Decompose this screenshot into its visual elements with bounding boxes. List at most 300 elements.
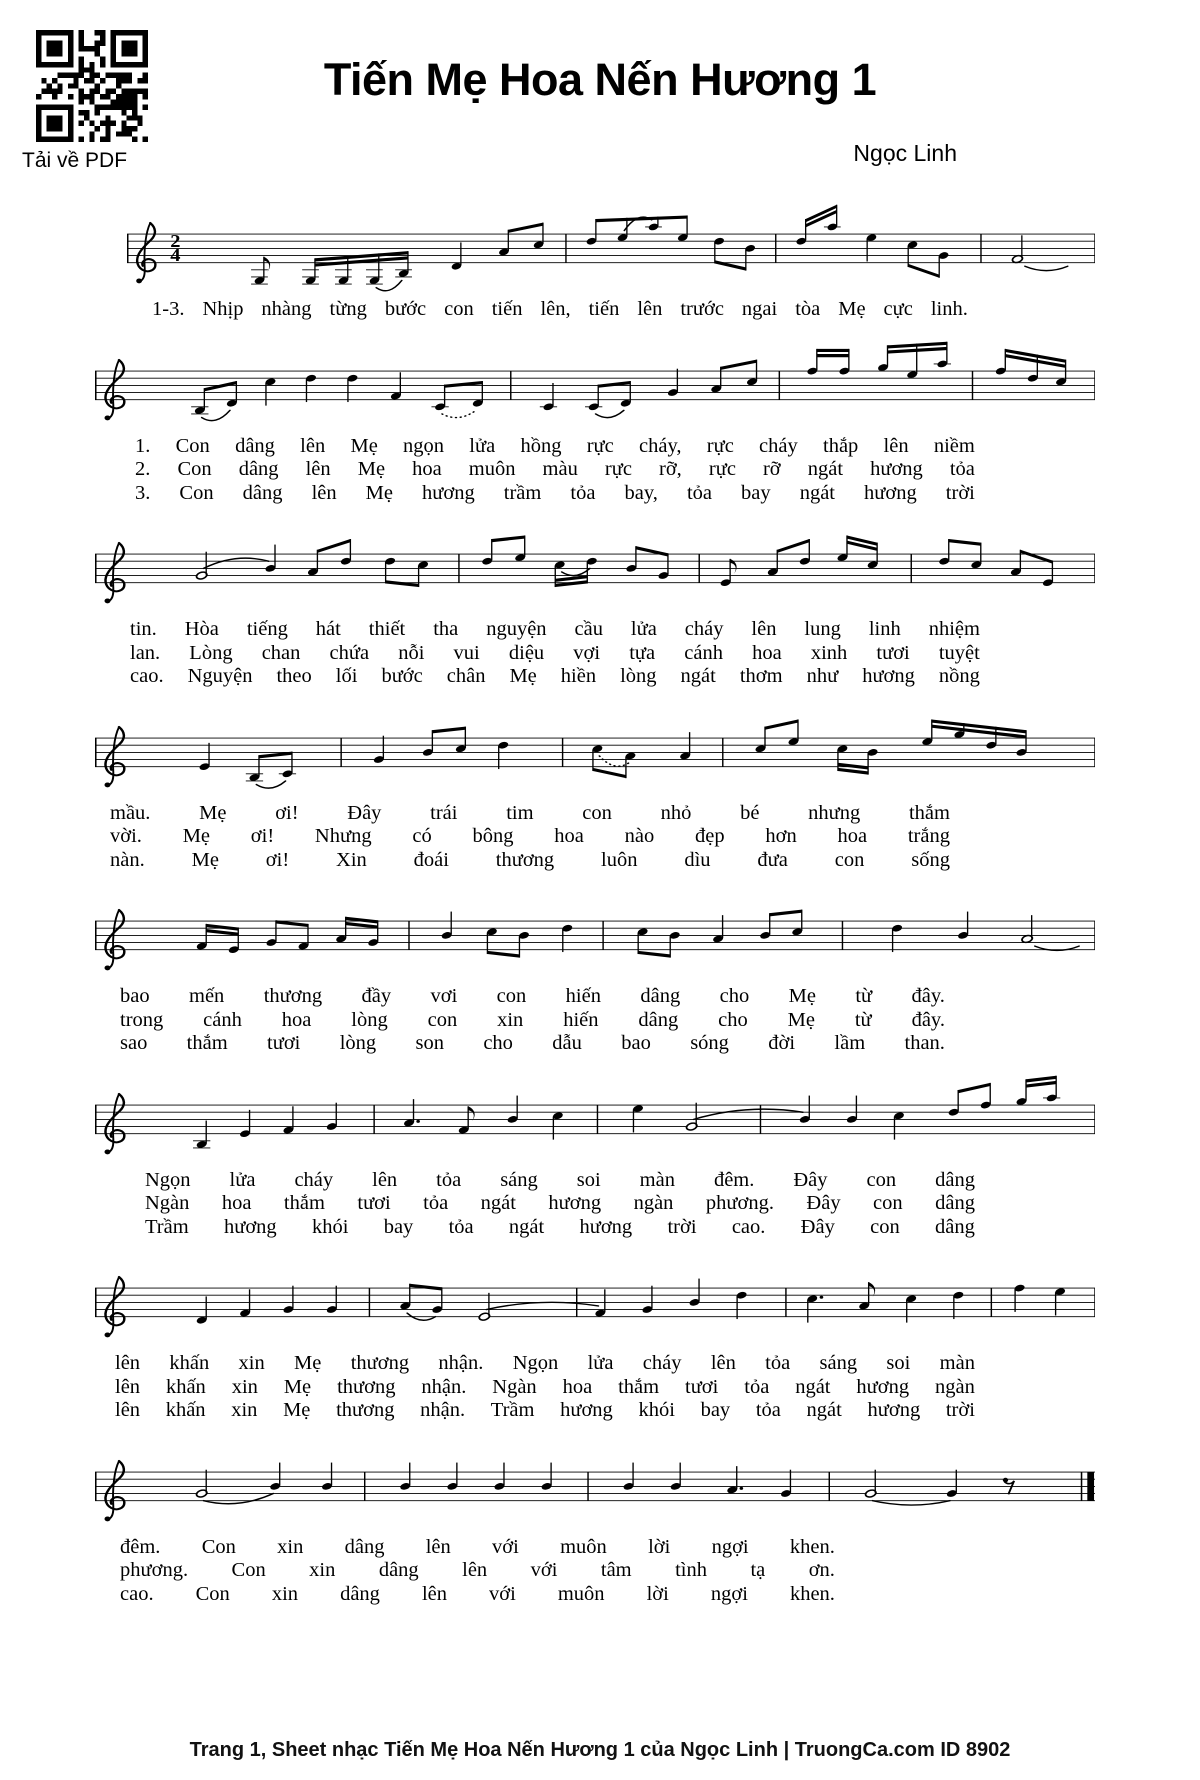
lyric-word: Mẹ: [182, 825, 211, 847]
lyric-word: bước: [384, 298, 427, 320]
lyric-word: bay: [741, 481, 771, 504]
lyrics-block: [95, 1352, 1095, 1423]
lyric-word: Mẹ: [788, 985, 816, 1007]
music-system: [95, 883, 1095, 1056]
lyric-word: Con: [177, 458, 212, 480]
lyric-word: 1.: [135, 434, 151, 457]
lyric-word: hương: [223, 1215, 277, 1238]
lyric-word: cực: [883, 298, 913, 320]
lyric-word: bước: [381, 665, 423, 687]
lyric-word: thương: [495, 848, 555, 871]
lyric-word: ngát: [680, 665, 716, 687]
lyric-word: Nhịp: [202, 298, 244, 320]
lyric-line: [130, 665, 980, 689]
lyric-word: hương: [560, 1399, 613, 1421]
music-staff: [95, 883, 1095, 983]
lyric-word: lung: [804, 618, 841, 640]
lyric-word: bay: [383, 1215, 414, 1238]
lyric-word: màu: [542, 458, 578, 480]
lyric-word: lửa: [229, 1168, 256, 1191]
lyric-word: soi: [576, 1168, 601, 1191]
lyric-word: Con: [195, 1582, 230, 1605]
lyric-word: ngát: [807, 458, 844, 480]
music-system: [95, 333, 1095, 506]
score-area: [95, 196, 1095, 1617]
lyric-word: tỏa: [765, 1352, 791, 1374]
treble-clef-icon: [105, 910, 125, 970]
lyric-line: [110, 825, 950, 849]
lyric-word: cháy: [684, 618, 724, 640]
lyric-word: hoa: [221, 1192, 252, 1214]
lyric-word: phương.: [705, 1192, 774, 1214]
lyric-word: Đây: [806, 1192, 841, 1214]
lyric-word: tươi: [267, 1032, 301, 1054]
music-system: [95, 516, 1095, 689]
lyric-word: thương: [263, 985, 323, 1007]
lyric-word: hương: [870, 458, 923, 480]
lyric-word: xin: [271, 1582, 299, 1605]
lyric-word: sống: [911, 848, 950, 871]
lyric-line: [130, 642, 980, 666]
lyric-word: lên: [305, 458, 331, 480]
lyric-word: tỏa: [949, 458, 975, 480]
lyric-word: có: [412, 825, 432, 847]
lyric-word: tỏa: [436, 1168, 462, 1191]
lyric-word: ngát: [480, 1192, 516, 1214]
lyric-word: tuyệt: [938, 641, 980, 664]
lyric-word: lòng: [339, 1032, 377, 1054]
lyric-word: xin: [309, 1559, 336, 1581]
lyric-word: màn: [939, 1352, 975, 1374]
lyric-word: cháy,: [639, 434, 682, 457]
lyric-word: lên: [115, 1375, 141, 1398]
lyric-word: con: [873, 1192, 903, 1214]
music-system: [95, 1434, 1095, 1607]
qr-code[interactable]: [36, 30, 148, 142]
lyric-word: lên: [462, 1559, 488, 1581]
lyric-word: hát: [315, 618, 341, 640]
lyric-word: ơi!: [275, 801, 299, 824]
lyric-line: [152, 298, 968, 322]
lyric-word: trầm: [503, 481, 542, 504]
lyric-word: hoa: [554, 825, 584, 847]
composer-name: Ngọc Linh: [853, 140, 957, 166]
lyric-word: chứa: [329, 641, 370, 664]
lyric-word: vời.: [110, 825, 142, 847]
lyric-word: cho: [483, 1032, 513, 1054]
lyric-word: dâng: [640, 985, 681, 1007]
lyric-word: Mẹ: [283, 1399, 311, 1421]
lyric-word: ngai: [741, 298, 778, 320]
lyric-word: ngát: [508, 1215, 545, 1238]
lyric-word: nào: [624, 825, 655, 847]
lyric-word: sao: [120, 1032, 148, 1054]
lyrics-block: [95, 435, 1095, 506]
lyric-word: rực: [604, 458, 632, 480]
lyric-word: Con: [231, 1559, 266, 1581]
lyric-word: linh.: [930, 298, 968, 320]
lyric-word: diệu: [508, 641, 545, 664]
lyric-word: tỏa: [755, 1399, 781, 1421]
lyric-word: lời: [648, 1535, 671, 1558]
treble-clef-icon: [105, 1460, 125, 1520]
lyric-word: dâng: [238, 458, 279, 480]
lyric-word: Mẹ: [365, 481, 393, 504]
lyric-word: ngàn: [633, 1192, 674, 1214]
lyric-word: tha: [433, 618, 459, 640]
lyric-word: Đây: [347, 801, 382, 824]
lyric-word: niềm: [933, 434, 975, 457]
lyric-word: lầm: [834, 1032, 866, 1054]
lyric-line: [120, 1009, 945, 1033]
lyric-word: than.: [904, 1032, 945, 1054]
lyric-word: Mẹ: [509, 665, 537, 687]
treble-clef-icon: [105, 359, 125, 419]
lyric-word: Mẹ: [199, 801, 227, 824]
lyric-word: hiến: [565, 985, 601, 1007]
lyric-word: rực: [586, 434, 614, 457]
lyric-word: lên: [883, 434, 909, 457]
lyric-word: khấn: [165, 1375, 206, 1398]
treble-clef-icon: [136, 223, 155, 283]
lyric-word: lên: [751, 618, 777, 640]
lyric-word: nhỏ: [660, 801, 692, 824]
lyric-word: muôn: [468, 458, 516, 480]
lyric-word: cánh: [684, 641, 723, 664]
music-system: [95, 196, 1095, 322]
lyric-word: từ: [854, 1008, 872, 1031]
lyric-word: Mẹ: [838, 298, 866, 320]
lyric-word: nhiệm: [928, 618, 980, 640]
lyric-word: lên: [710, 1352, 736, 1374]
lyric-word: Con: [179, 481, 214, 504]
music-system: [95, 700, 1095, 873]
lyric-word: hoa: [412, 458, 442, 480]
lyric-word: lòng: [620, 665, 657, 687]
lyric-line: [120, 1559, 835, 1583]
lyric-word: sóng: [690, 1032, 729, 1054]
lyric-word: trắng: [907, 825, 950, 847]
lyric-word: Ngàn: [492, 1375, 537, 1398]
lyric-word: đưa: [757, 848, 788, 871]
lyric-word: tỏa: [423, 1192, 449, 1214]
treble-clef-icon: [105, 726, 125, 786]
lyric-word: xin: [238, 1352, 265, 1374]
lyric-word: tiến: [491, 298, 523, 320]
lyric-word: vui: [453, 641, 480, 664]
lyric-word: trời: [945, 1399, 975, 1421]
lyric-word: Đây: [793, 1168, 828, 1191]
lyric-word: đây.: [911, 985, 945, 1007]
lyric-word: xinh: [810, 641, 848, 664]
lyric-word: Đây: [800, 1215, 835, 1238]
lyric-word: đêm.: [120, 1535, 161, 1558]
lyric-word: 1-3.: [152, 298, 185, 320]
lyric-word: dâng: [935, 1192, 975, 1214]
lyrics-block: [95, 1536, 1095, 1607]
lyric-word: Con: [201, 1535, 236, 1558]
svg-text:2: 2: [170, 232, 181, 252]
treble-clef-icon: [105, 1277, 125, 1337]
lyric-word: rỡ,: [659, 458, 682, 480]
lyric-word: nhận.: [421, 1375, 467, 1398]
lyric-word: bé: [740, 801, 760, 824]
lyric-word: khen.: [789, 1582, 835, 1605]
lyric-word: bay: [700, 1399, 731, 1421]
lyric-word: đầy: [361, 985, 392, 1007]
lyric-word: nàn.: [110, 848, 145, 871]
lyric-word: dâng: [935, 1215, 975, 1238]
lyric-word: vợi: [573, 641, 601, 664]
lyric-word: dâng: [340, 1582, 380, 1605]
lyric-word: sáng: [819, 1352, 858, 1374]
lyric-word: lửa: [630, 618, 657, 640]
lyric-word: thắm: [186, 1032, 228, 1054]
lyric-word: Ngọn: [512, 1352, 559, 1374]
lyric-word: tựa: [629, 641, 656, 664]
lyric-word: Mẹ: [283, 1375, 312, 1398]
lyric-line: [110, 802, 950, 826]
lyric-word: cho: [718, 1008, 748, 1031]
lyric-word: lên: [637, 298, 663, 320]
lyric-word: lên: [311, 481, 337, 504]
qr-download-label[interactable]: Tải về PDF: [22, 149, 128, 172]
lyric-word: nhận.: [438, 1352, 484, 1374]
lyric-word: thương: [350, 1352, 410, 1374]
lyric-line: [115, 1399, 975, 1423]
lyric-word: cao.: [120, 1582, 154, 1605]
lyric-word: con: [496, 985, 527, 1007]
lyric-word: tươi: [685, 1375, 719, 1398]
lyric-word: thiết: [368, 618, 406, 640]
lyric-word: nhưng: [808, 801, 861, 824]
lyrics-block: [95, 985, 1095, 1056]
lyric-line: [145, 1216, 975, 1240]
lyric-line: [120, 1583, 835, 1607]
lyric-line: [130, 618, 980, 642]
lyric-word: xin: [497, 1008, 524, 1031]
lyric-word: dâng: [935, 1168, 975, 1191]
lyric-word: con: [582, 801, 612, 824]
download-pdf-link[interactable]: [22, 30, 172, 173]
lyric-word: dâng: [235, 434, 275, 457]
lyric-word: dâng: [344, 1535, 385, 1558]
lyric-word: rực: [708, 458, 736, 480]
lyric-line: [115, 1376, 975, 1400]
music-staff: [95, 333, 1095, 433]
lyric-word: nồng: [938, 665, 980, 687]
lyric-word: thơm: [739, 665, 783, 687]
lyric-word: con: [427, 1008, 458, 1031]
lyric-word: Con: [175, 434, 210, 457]
lyric-word: thắp: [823, 434, 859, 457]
lyric-word: Lòng: [189, 641, 233, 664]
lyric-word: lối: [335, 665, 358, 687]
lyric-word: hoa: [752, 641, 782, 664]
music-staff: [95, 516, 1095, 616]
treble-clef-icon: [105, 1093, 125, 1153]
lyric-word: Ngàn: [145, 1192, 190, 1214]
footer-text: Trang 1, Sheet nhạc Tiến Mẹ Hoa Nến Hương 1 của Ngọc Linh | TruongCa.com ID 8902: [189, 1739, 1011, 1761]
lyric-word: hoa: [281, 1008, 312, 1031]
music-staff: [95, 1434, 1095, 1534]
lyric-word: như: [806, 665, 839, 687]
lyric-word: tỏa: [570, 481, 596, 504]
lyric-word: lửa: [587, 1352, 614, 1374]
lyric-word: từng: [329, 298, 367, 320]
lyric-word: con: [870, 1215, 900, 1238]
lyric-word: tươi: [357, 1192, 391, 1214]
lyric-word: lửa: [469, 434, 496, 457]
lyric-word: hương: [867, 1399, 921, 1421]
lyric-word: soi: [886, 1352, 911, 1374]
lyric-word: hương: [856, 1375, 910, 1398]
lyric-word: ngàn: [935, 1375, 975, 1398]
lyric-word: Hòa: [184, 618, 219, 640]
lyric-word: hoa: [562, 1375, 593, 1398]
lyric-line: [135, 458, 975, 482]
lyric-word: Nhưng: [314, 825, 372, 847]
lyric-word: tòa: [795, 298, 821, 320]
lyric-word: chân: [446, 665, 486, 687]
lyric-word: Ngọn: [145, 1168, 191, 1191]
lyric-word: cao.: [731, 1215, 766, 1238]
lyric-word: Xin: [336, 848, 367, 871]
lyric-word: hiến: [563, 1008, 599, 1031]
lyric-word: nhận.: [420, 1399, 466, 1421]
lyrics-block: [95, 298, 1095, 322]
lyric-word: tỏa: [686, 481, 712, 504]
lyric-word: đời: [768, 1032, 796, 1054]
lyric-word: tiến: [588, 298, 620, 320]
lyrics-block: [95, 618, 1095, 689]
lyric-word: Trầm: [145, 1215, 189, 1238]
lyric-word: cháy: [642, 1352, 682, 1374]
lyric-word: thương: [336, 1399, 395, 1421]
lyric-word: cháy: [294, 1168, 334, 1191]
lyric-word: lan.: [130, 641, 161, 664]
lyric-word: lên,: [540, 298, 571, 320]
lyric-word: hơn: [765, 825, 797, 847]
lyric-word: tình: [675, 1559, 707, 1581]
music-staff: [95, 1067, 1095, 1167]
lyric-word: son: [415, 1032, 444, 1054]
lyric-word: trời: [945, 481, 975, 504]
lyric-word: lên: [115, 1352, 141, 1374]
lyric-word: Nguyện: [187, 665, 253, 687]
lyric-word: ơn.: [808, 1559, 835, 1581]
lyric-line: [135, 482, 975, 506]
music-system: [95, 1067, 1095, 1240]
lyric-word: từ: [855, 985, 873, 1007]
lyric-word: tỏa: [744, 1375, 770, 1398]
lyric-word: khen.: [789, 1535, 835, 1558]
lyric-word: bông: [472, 825, 514, 847]
lyric-word: tâm: [600, 1559, 632, 1581]
lyric-word: hương: [862, 665, 915, 687]
lyric-word: Mẹ: [191, 848, 219, 871]
lyric-word: chan: [261, 641, 301, 664]
lyric-line: [145, 1192, 975, 1216]
lyric-word: Mẹ: [787, 1008, 815, 1031]
music-system: [95, 1250, 1095, 1423]
lyric-word: hương: [548, 1192, 602, 1214]
lyric-word: hồng: [520, 434, 562, 457]
lyric-word: lên: [425, 1535, 451, 1558]
lyric-word: thắm: [283, 1192, 325, 1214]
lyric-word: Trầm: [490, 1399, 535, 1421]
lyric-line: [115, 1352, 975, 1376]
lyric-word: trời: [667, 1215, 697, 1238]
lyric-word: ngợi: [711, 1535, 749, 1558]
lyric-word: lên: [372, 1168, 398, 1191]
lyric-word: lên: [421, 1582, 447, 1605]
lyric-word: hiền: [560, 665, 597, 687]
lyric-word: Mẹ: [357, 458, 386, 480]
lyric-word: đoái: [413, 848, 449, 871]
lyric-word: với: [530, 1559, 558, 1581]
lyrics-block: [95, 802, 1095, 873]
lyric-word: dâng: [378, 1559, 419, 1581]
lyric-word: màn: [639, 1168, 675, 1191]
lyric-word: theo: [276, 665, 312, 687]
lyric-word: khấn: [165, 1399, 206, 1421]
lyric-word: lòng: [351, 1008, 388, 1031]
lyric-word: rực: [706, 434, 734, 457]
lyric-word: 2.: [135, 458, 151, 480]
lyric-word: 3.: [135, 481, 151, 504]
lyric-word: sáng: [500, 1168, 538, 1191]
lyric-word: cầu: [574, 618, 603, 640]
lyric-word: mầu.: [110, 801, 151, 824]
lyric-word: tươi: [876, 641, 910, 664]
lyric-word: tạ: [750, 1559, 766, 1581]
lyric-word: hương: [864, 481, 917, 504]
lyric-word: tim: [506, 801, 534, 824]
lyric-word: ơi!: [265, 848, 290, 871]
lyric-word: xin: [231, 1375, 258, 1398]
lyric-word: ngọn: [403, 434, 445, 457]
lyric-word: Mẹ: [294, 1352, 322, 1374]
lyric-word: ơi!: [250, 825, 275, 847]
music-staff: [95, 700, 1095, 800]
lyric-word: đẹp: [695, 825, 725, 847]
lyric-word: lên: [300, 434, 326, 457]
lyric-word: trong: [120, 1008, 164, 1031]
lyric-word: thương: [337, 1375, 396, 1398]
lyric-word: nguyện: [486, 618, 547, 640]
lyric-word: cháy: [759, 434, 798, 457]
svg-text:4: 4: [170, 246, 181, 266]
lyric-word: với: [492, 1535, 519, 1558]
lyric-word: lên: [115, 1399, 141, 1421]
lyric-word: xin: [231, 1399, 258, 1421]
music-staff: [95, 1250, 1095, 1350]
lyric-word: ngợi: [710, 1582, 748, 1605]
lyric-word: rỡ: [762, 458, 781, 480]
lyric-word: cao.: [130, 665, 164, 687]
lyric-word: con: [866, 1168, 897, 1191]
lyric-word: đây.: [911, 1008, 945, 1031]
lyric-word: linh: [868, 618, 901, 640]
lyric-word: tỏa: [448, 1215, 474, 1238]
lyric-word: tiếng: [246, 618, 288, 640]
lyric-line: [145, 1169, 975, 1193]
lyric-word: bao: [621, 1032, 651, 1054]
lyric-word: thắm: [908, 801, 950, 824]
lyric-word: muôn: [557, 1582, 605, 1605]
lyric-word: cánh: [203, 1008, 242, 1031]
